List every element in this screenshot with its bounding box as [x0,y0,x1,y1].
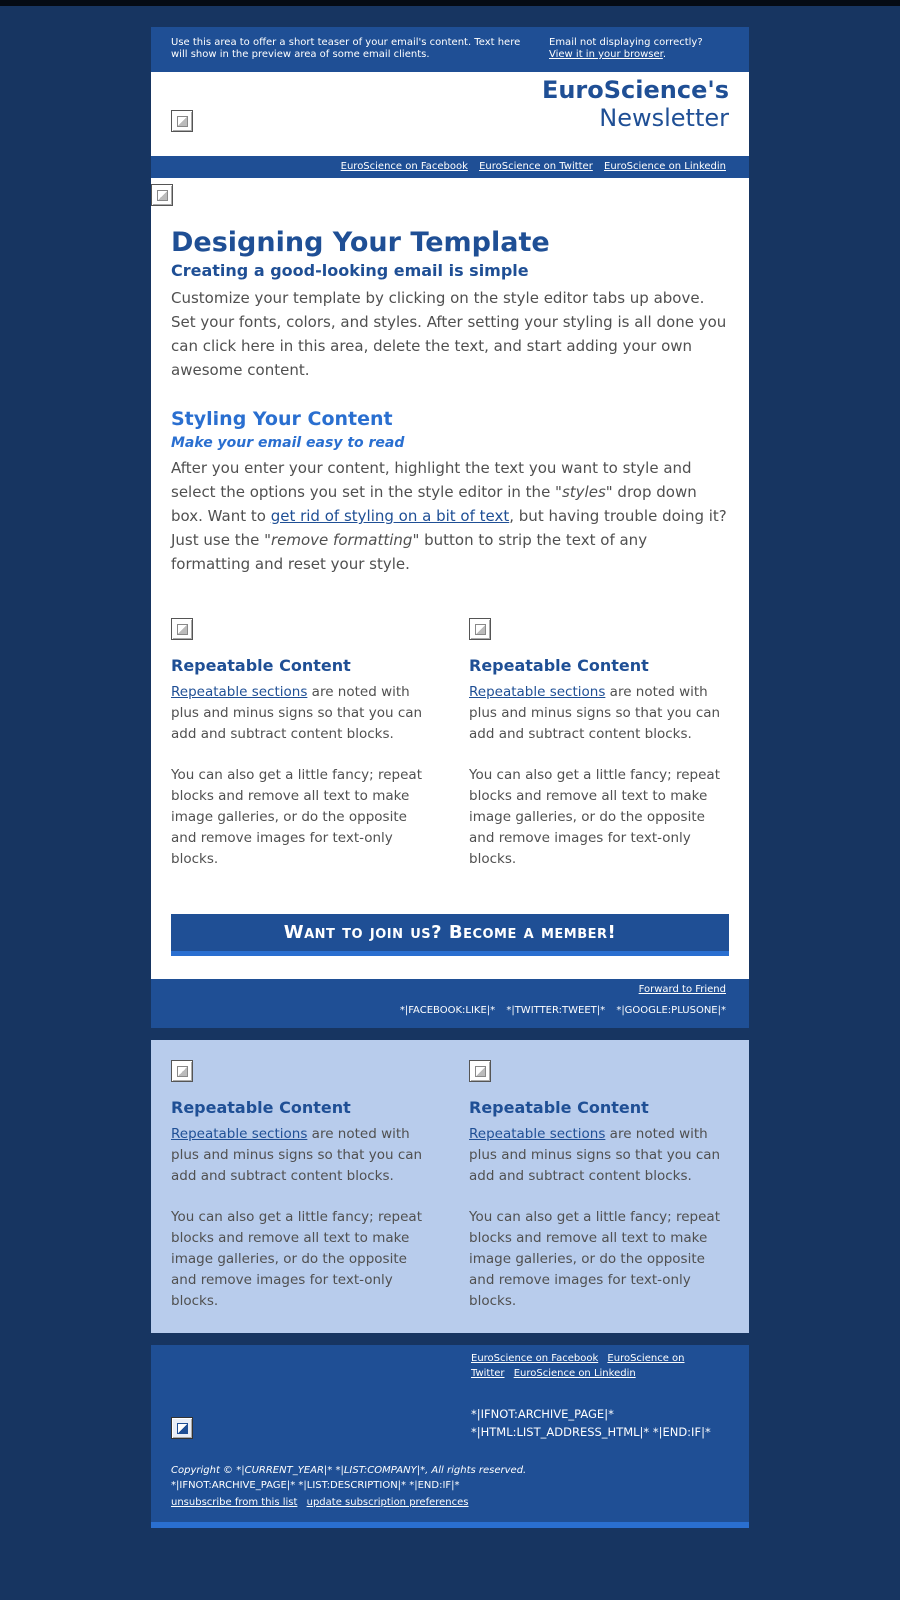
repeatable-sections-link[interactable]: Repeatable sections [171,1126,308,1142]
block-text-1-rest: are noted with plus and minus signs so that you can add and subtract content blocks. [469,1126,721,1184]
preheader-teaser: Use this area to offer a short teaser of your email's content. Text here will show in the preview area of some email clients. [171,37,521,60]
footer-logo-placeholder-icon [171,1417,193,1439]
footer-twitter-link[interactable]: EuroScience on Twitter [471,1353,685,1379]
merge-line-2: *|HTML:LIST_ADDRESS_HTML|* *|END:IF|* [471,1425,711,1439]
repeatable-block [171,618,431,870]
block-text-1-rest: are noted with plus and minus signs so that you can add and subtract content blocks. [469,684,721,742]
repeatable-sections-link[interactable]: Repeatable sections [469,684,606,700]
block-image-placeholder-icon [469,1060,491,1082]
block-text-2: You can also get a little fancy; repeat blocks and remove all text to make image galleries, or do the opposite and remove images for text-only blocks. [171,767,423,867]
block-title: Repeatable Content [171,1098,351,1117]
styling-paragraph [171,456,729,576]
google-plusone-tag: *|GOOGLE:PLUSONE|* [616,1005,726,1016]
copyright-text: Copyright © *|CURRENT_YEAR|* *|LIST:COMPANY|*, All rights reserved. [171,1465,527,1476]
title-line-brand: EuroScience's [541,76,729,104]
block-image-placeholder-icon [171,618,193,640]
styling-text-4: " button to strip the text of any formatting and reset your style. [171,531,648,573]
block-title: Repeatable Content [469,1098,649,1117]
intro-paragraph: Customize your template by clicking on the style editor tabs up above. Set your fonts, colors, and styles. After setting your styling is all done you can click here in this area, delete the text, and start adding your own awesome content. [171,289,727,379]
unsubscribe-link[interactable]: unsubscribe from this list [171,1497,298,1508]
main-subheading: Creating a good-looking email is simple [171,261,529,280]
twitter-tweet-tag: *|TWITTER:TWEET|* [506,1005,606,1016]
block-title: Repeatable Content [469,656,649,675]
social-links-bar [151,156,749,178]
share-merge-tags [151,1005,726,1016]
block-text-2: You can also get a little fancy; repeat blocks and remove all text to make image galleries, or do the opposite and remove images for text-only blocks. [469,1209,721,1309]
block-text-1-rest: are noted with plus and minus signs so that you can add and subtract content blocks. [171,1126,423,1184]
header [151,72,749,156]
repeatable-columns [171,1040,729,1312]
email-container [151,27,749,1528]
notice-period: . [662,49,667,60]
styling-subheading: Make your email easy to read [171,435,405,451]
repeatable-block [469,618,729,870]
list-description: *|IFNOT:ARCHIVE_PAGE|* *|LIST:DESCRIPTION|* *|END:IF|* [171,1480,460,1491]
footer [151,1345,749,1528]
linkedin-link[interactable]: EuroScience on Linkedin [604,161,726,172]
styling-text-1: After you enter your content, highlight the text you want to style and select the options you set in the style editor in the " [171,459,692,501]
styling-text-3: , but having trouble doing it? Just use the " [171,507,727,549]
twitter-link[interactable]: EuroScience on Twitter [479,161,593,172]
block-text-1-rest: are noted with plus and minus signs so that you can add and subtract content blocks. [171,684,423,742]
update-preferences-link[interactable]: update subscription preferences [306,1497,469,1508]
styling-text-2: " drop down box. Want to [171,483,697,525]
block-title: Repeatable Content [171,656,351,675]
footer-social-links [471,1351,691,1381]
repeatable-sections-link[interactable]: Repeatable sections [171,684,308,700]
block-text-1 [469,1124,729,1187]
styles-emphasis: styles [561,483,606,501]
preheader-notice [549,37,729,72]
repeatable-block [469,1060,729,1312]
block-text-2: You can also get a little fancy; repeat blocks and remove all text to make image galleries, or do the opposite and remove images for text-only blocks. [469,767,721,867]
footer-facebook-link[interactable]: EuroScience on Facebook [471,1353,599,1364]
light-section [151,1040,749,1333]
merge-line-1: *|IFNOT:ARCHIVE_PAGE|* [471,1407,614,1421]
footer-address-merge [471,1405,741,1441]
body-bottom-spacer [171,956,729,979]
view-in-browser-link[interactable]: View it in your browser [549,49,663,60]
top-edge-bar [0,0,900,6]
main-body [151,178,749,979]
block-text-2: You can also get a little fancy; repeat blocks and remove all text to make image galleries, or do the opposite and remove images for text-only blocks. [171,1209,423,1309]
repeatable-block [171,1060,431,1312]
repeatable-sections-link[interactable]: Repeatable sections [469,1126,606,1142]
repeatable-columns [171,576,729,870]
main-heading: Designing Your Template [171,227,550,258]
title-line-newsletter: Newsletter [599,104,729,132]
share-bar [151,979,749,1028]
notice-text: Email not displaying correctly? [549,37,703,48]
block-text-1 [171,682,431,745]
facebook-like-tag: *|FACEBOOK:LIKE|* [399,1005,496,1016]
newsletter-title [542,76,729,132]
footer-subscription-links [171,1497,475,1508]
block-text-1 [171,1124,431,1187]
block-image-placeholder-icon [469,618,491,640]
remove-styling-link[interactable]: get rid of styling on a bit of text [270,507,510,525]
facebook-link[interactable]: EuroScience on Facebook [340,161,468,172]
section-gap [151,1333,749,1345]
footer-linkedin-link[interactable]: EuroScience on Linkedin [513,1368,636,1379]
remove-formatting-emphasis: remove formatting [271,531,413,549]
logo-image-placeholder-icon [171,110,193,132]
become-member-button[interactable]: Want to join us? Become a member! [171,914,729,956]
block-text-1 [469,682,729,745]
footer-copyright [171,1463,526,1493]
forward-to-friend-link[interactable]: Forward to Friend [638,984,726,995]
styling-heading: Styling Your Content [171,408,393,430]
section-gap [151,1028,749,1040]
hero-image-placeholder-icon [151,184,173,206]
preheader [151,27,749,72]
block-image-placeholder-icon [171,1060,193,1082]
